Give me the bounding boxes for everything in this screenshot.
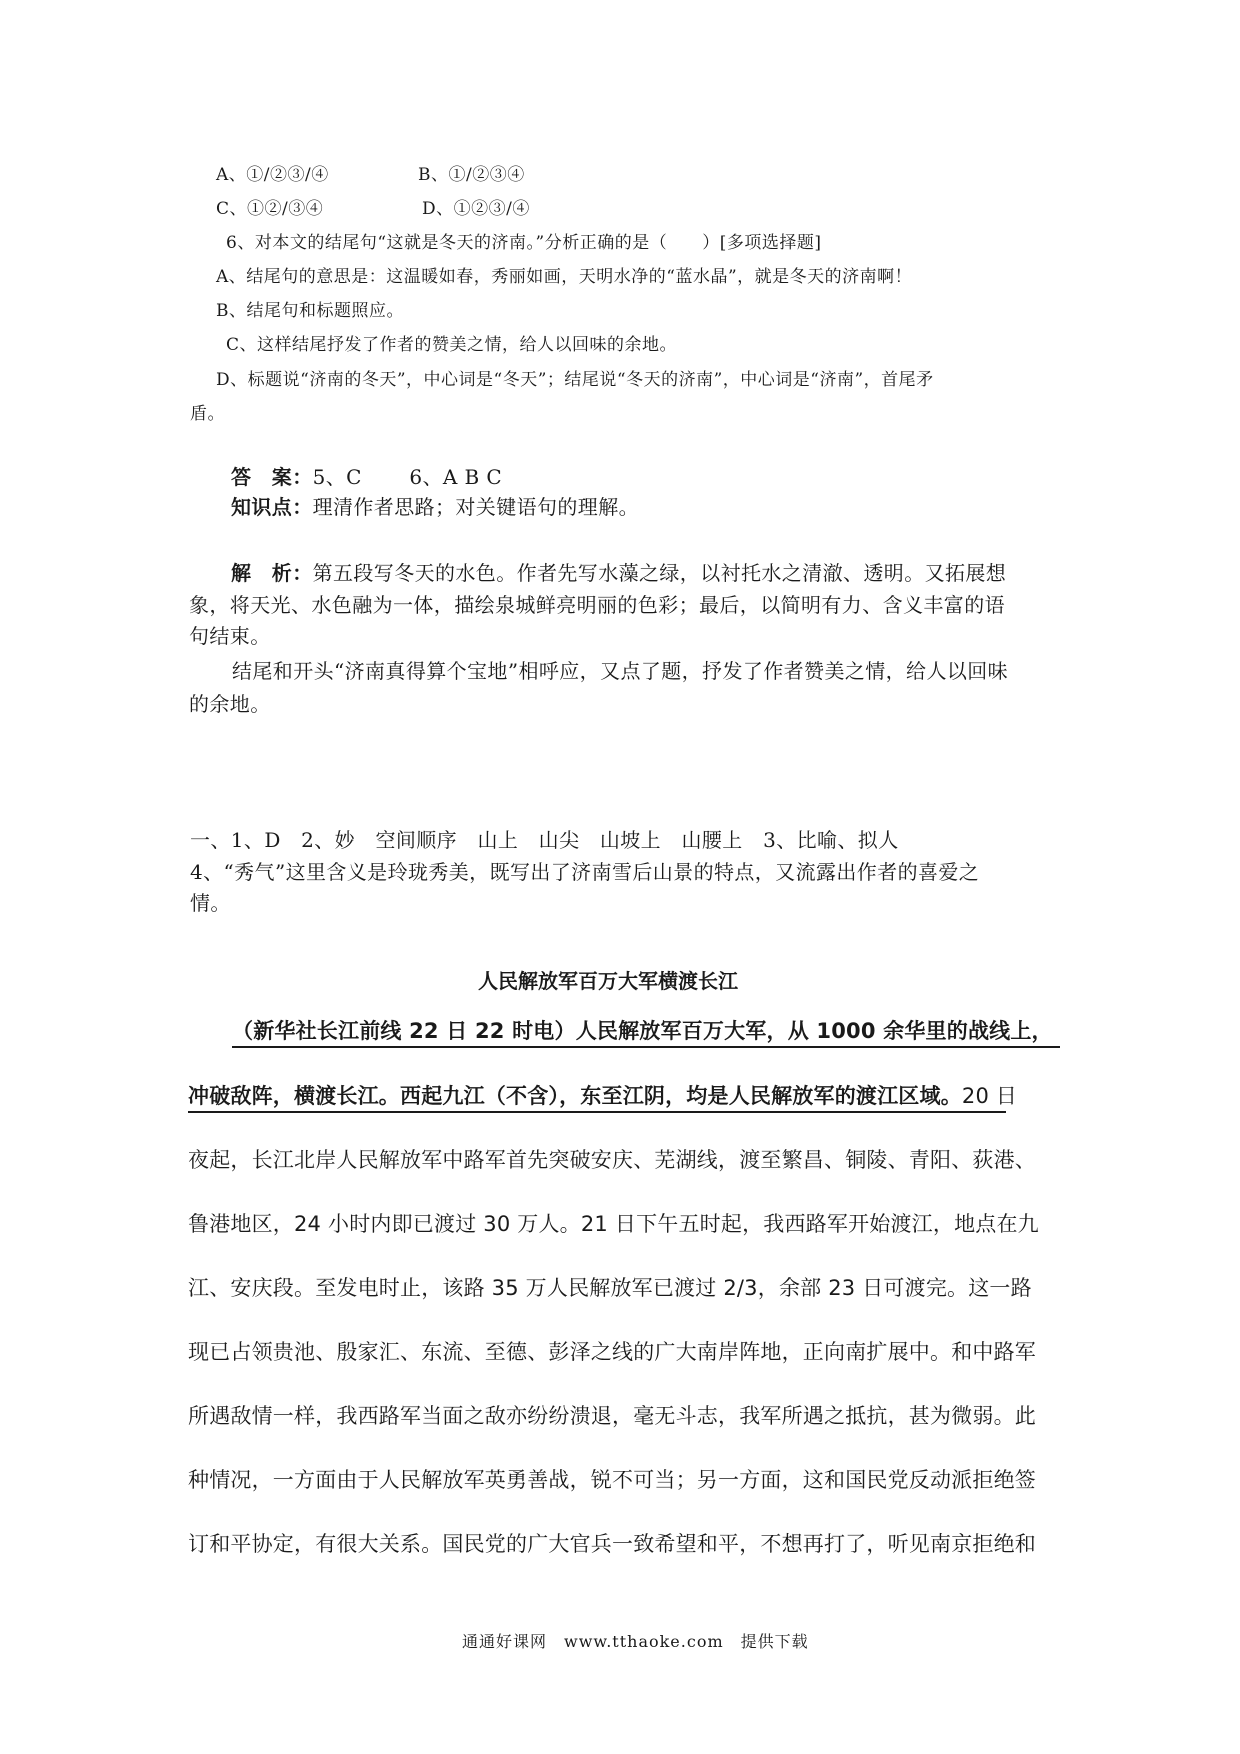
article-line-9: 订和平协定，有很大关系。国民党的广大官兵一致希望和平，不想再打了，听见南京拒绝和 [188,1532,1036,1556]
option-c: C、①②/③④ [216,199,324,219]
article-line-1: （新华社长江前线 22 日 22 时电）人民解放军百万大军，从 1000 余华里的战线上， [232,1019,1053,1043]
article-line-3: 夜起，长江北岸人民解放军中路军首先突破安庆、芜湖线，渡至繁昌、铜陵、青阳、荻港、 [188,1148,1036,1172]
key-line-2: 4、“秀气”这里含义是玲珑秀美，既写出了济南雪后山景的特点，又流露出作者的喜爱之 [190,860,980,884]
key-line-3: 情。 [190,891,231,915]
article-line-6: 现已占领贵池、殷家汇、东流、至德、彭泽之线的广大南岸阵地，正向南扩展中。和中路军 [188,1340,1036,1364]
article-line-2-underlined: 冲破敌阵，横渡长江。西起九江（不含），东至江阴，均是人民解放军的渡江区域。 [188,1084,962,1108]
article-line-4: 鲁港地区，24 小时内即已渡过 30 万人。21 日下午五时起，我西路军开始渡江，地点在九 [188,1212,1039,1236]
key-line-1: 一、1、D 2、妙 空间顺序 山上 山尖 山坡上 山腰上 3、比喻、拟人 [190,828,899,852]
page-footer: 通通好课网 www.tthaoke.com 提供下载 [462,1632,809,1651]
question-6-option-c: C、这样结尾抒发了作者的赞美之情，给人以回味的余地。 [226,335,678,355]
answer-value: 5、C 6、A B C [312,465,503,489]
question-6-option-b: B、结尾句和标题照应。 [216,301,404,321]
underline-2 [188,1111,1006,1113]
option-b: B、①/②③④ [418,165,525,185]
question-6-option-a: A、结尾句的意思是：这温暖如春，秀丽如画，天明水净的“蓝水晶”，就是冬天的济南啊！ [216,267,913,287]
analysis-line-3: 句结束。 [189,624,271,648]
article-title: 人民解放军百万大军横渡长江 [478,969,738,993]
answer-line [231,461,502,490]
analysis-line-5: 的余地。 [189,692,271,716]
analysis-line-4: 结尾和开头“济南真得算个宝地”相呼应，又点了题，抒发了作者赞美之情，给人以回味 [232,659,1009,683]
analysis-text-1: 第五段写冬天的水色。作者先写水藻之绿，以衬托水之清澈、透明。又拓展想 [312,561,1007,585]
article-line-2 [188,1080,1017,1110]
analysis-line-1 [231,557,1006,586]
knowledge-line [231,491,639,520]
question-6-option-d-cont: 盾。 [190,404,225,424]
underline-1 [232,1046,1060,1048]
knowledge-text: 理清作者思路；对关键语句的理解。 [312,495,640,519]
article-line-8: 种情况，一方面由于人民解放军英勇善战，锐不可当；另一方面，这和国民党反动派拒绝签 [188,1468,1036,1492]
article-line-7: 所遇敌情一样，我西路军当面之敌亦纷纷溃退，毫无斗志，我军所遇之抵抗，甚为微弱。此 [188,1404,1036,1428]
answer-label: 答 案： [231,465,313,489]
option-d: D、①②③/④ [422,199,530,219]
analysis-line-2: 象，将天光、水色融为一体，描绘泉城鲜亮明丽的色彩；最后，以简明有力、含义丰富的语 [189,593,1005,617]
option-a: A、①/②③/④ [216,165,329,185]
analysis-label: 解 析： [231,561,313,585]
article-line-5: 江、安庆段。至发电时止，该路 35 万人民解放军已渡过 2/3，余部 23 日可渡完。这一路 [188,1276,1032,1300]
question-6-option-d: D、标题说“济南的冬天”，中心词是“冬天”；结尾说“冬天的济南”，中心词是“济南”，首尾矛 [216,370,934,390]
article-line-2-rest: 20 日 [961,1084,1018,1108]
knowledge-label: 知识点： [231,495,313,519]
question-6-stem: 6、对本文的结尾句“这就是冬天的济南。”分析正确的是（ ）[多项选择题] [226,233,822,253]
